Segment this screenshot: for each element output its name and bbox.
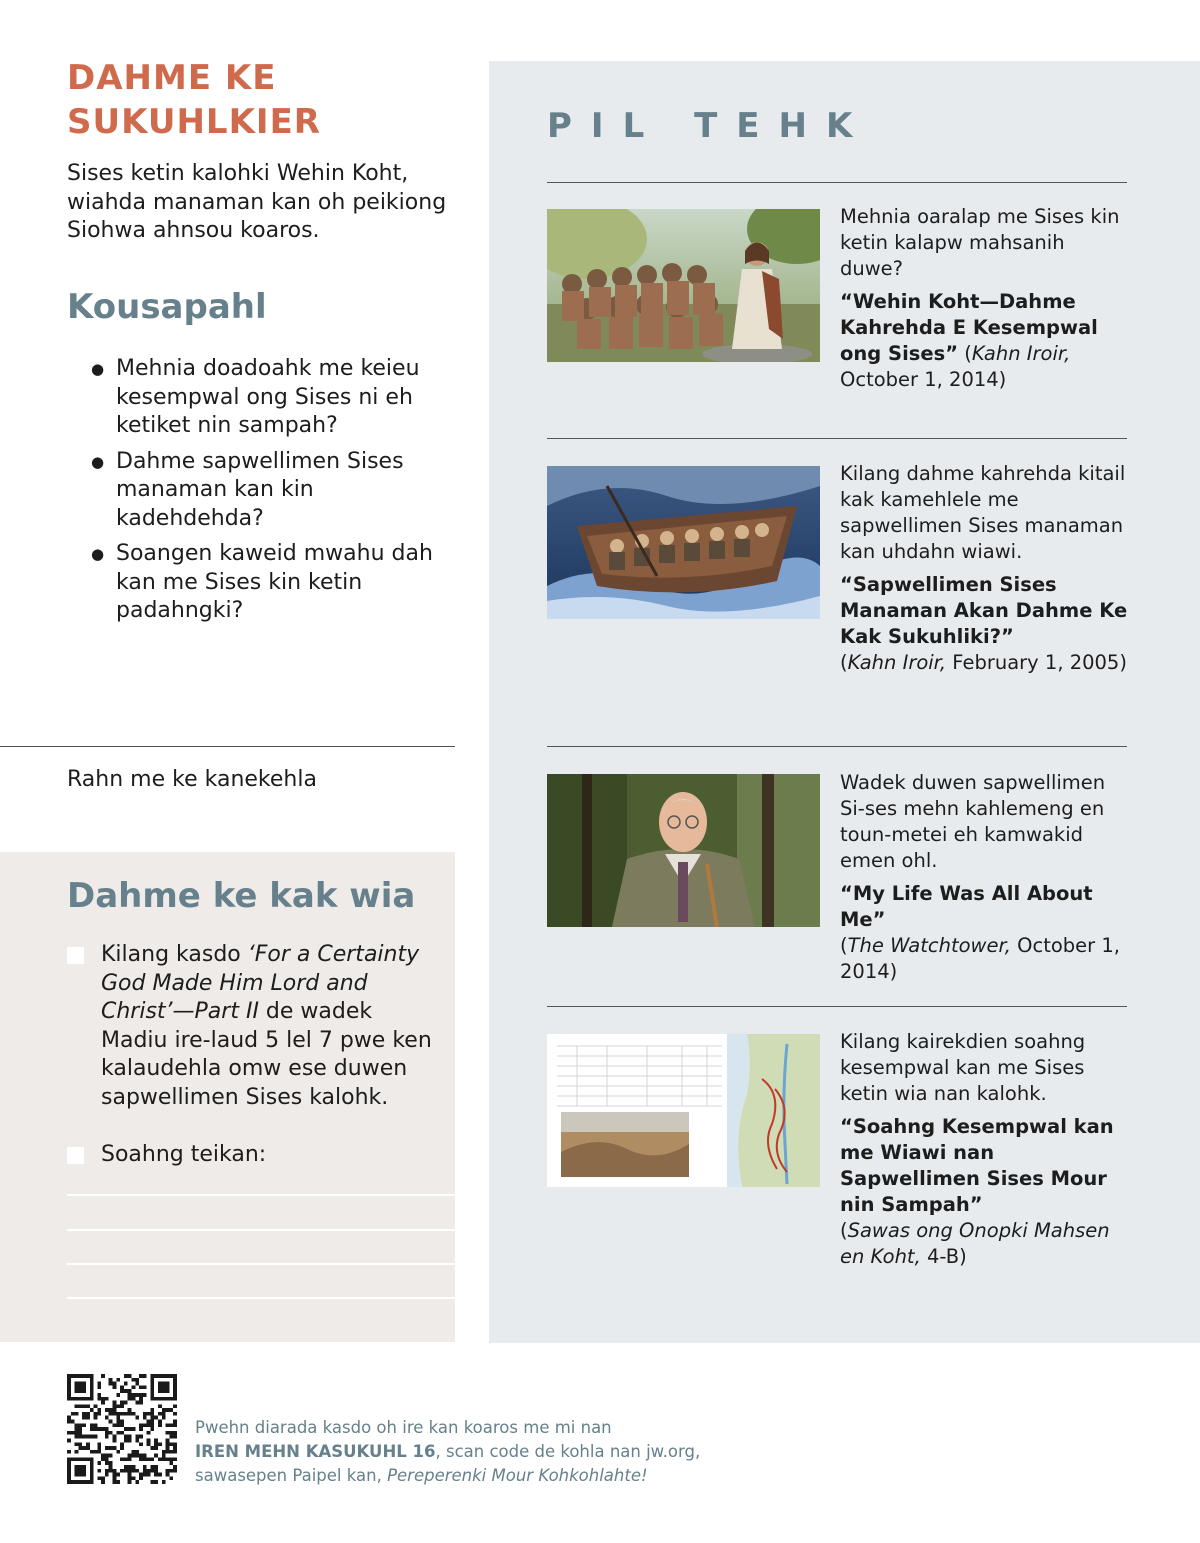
- resource-title[interactable]: “Sapwellimen Sises Manaman Akan Dahme Ke Kak Sukuhliki?”: [840, 573, 1128, 648]
- summary-text: Sises ketin kalohki Wehin Koht, wiahda manaman kan oh peikiong Siohwa ahnsou koaros.: [67, 161, 447, 243]
- resource-source: (The Watchtower, October 1, 2014): [840, 934, 1120, 983]
- goal-text: Kilang kasdo ‘For a Certainty God Made Him Lord and Christ’—Part II de wadek Madiu ire-laud 5 lel 7 pwe ken kalaudehla omw ese duwen sapwellimen Sises kalohk.: [101, 942, 432, 1110]
- resource-question: Kilang dahme kahrehda kitail kak kamehlele me sapwellimen Sises manaman kan uhdahn wiawi.: [840, 462, 1126, 563]
- resource-entry: [840, 461, 1130, 676]
- qr-code-icon[interactable]: [67, 1374, 177, 1484]
- writing-line[interactable]: [67, 1194, 455, 1196]
- divider: [0, 746, 455, 747]
- goal-item: [67, 941, 432, 1112]
- writing-line[interactable]: [67, 1229, 455, 1231]
- resource-source: (Sawas ong Onopki Mahsen en Koht, 4-B): [840, 1219, 1110, 1268]
- review-question: ● Soangen kaweid mwahu dah kan me Sises kin ketin padahngki?: [90, 540, 450, 626]
- footer-note: Pwehn diarada kasdo oh ire kan koaros me mi nan IREN MEHN KASUKUHL 16, scan code de kohla nan jw.org, sawasepen Paipel kan, Pereperenki Mour Kohkohlahte!: [195, 1418, 701, 1485]
- jesus-teaching-icon[interactable]: [547, 209, 820, 362]
- summary-heading: DAHME KE SUKUHLKIER: [67, 58, 321, 142]
- goal-checkbox[interactable]: [67, 1147, 84, 1164]
- goal-checkbox[interactable]: [67, 947, 84, 964]
- resource-question: Wadek duwen sapwellimen Si-ses mehn kahlemeng en toun-metei eh kamwakid emen ohl.: [840, 771, 1106, 872]
- goal-item: [67, 1141, 432, 1170]
- resource-entry: [840, 1029, 1130, 1270]
- explore-heading: PIL TEHK: [547, 106, 872, 146]
- man-portrait-icon[interactable]: [547, 774, 820, 927]
- writing-line[interactable]: [67, 1263, 455, 1265]
- writing-line[interactable]: [67, 1297, 455, 1299]
- resource-title[interactable]: “Soahng Kesempwal kan me Wiawi nan Sapwellimen Sises Mour nin Sampah”: [840, 1115, 1114, 1216]
- review-questions: [90, 355, 450, 633]
- resource-entry: [840, 770, 1130, 985]
- resource-title[interactable]: “My Life Was All About Me”: [840, 882, 1093, 931]
- goals-heading: Dahme ke kak wia: [67, 876, 416, 916]
- review-heading: Kousapahl: [67, 287, 267, 327]
- divider: [547, 438, 1127, 439]
- resource-question: Mehnia oaralap me Sises kin ketin kalapw mahsanih duwe?: [840, 205, 1120, 280]
- divider: [547, 182, 1127, 183]
- review-question: ● Dahme sapwellimen Sises manaman kan kin kadehdehda?: [90, 448, 450, 534]
- review-question: ● Mehnia doadoahk me keieu kesempwal ong Sises ni eh ketiket nin sampah?: [90, 355, 450, 441]
- goal-text: Soahng teikan:: [101, 1142, 267, 1167]
- resource-title[interactable]: “Wehin Koht—Dahme Kahrehda E Kesempwal ong Sises” (Kahn Iroir, October 1, 2014): [840, 290, 1098, 391]
- boat-storm-icon[interactable]: [547, 466, 820, 619]
- map-chart-icon[interactable]: [547, 1034, 820, 1187]
- completion-date-label: Rahn me ke kanekehla: [67, 767, 317, 792]
- resource-entry: [840, 204, 1130, 393]
- resource-question: Kilang kairekdien soahng kesempwal kan me Sises ketin wia nan kalohk.: [840, 1030, 1086, 1105]
- divider: [547, 1006, 1127, 1007]
- resource-source: (Kahn Iroir, February 1, 2005): [840, 651, 1127, 674]
- divider: [547, 746, 1127, 747]
